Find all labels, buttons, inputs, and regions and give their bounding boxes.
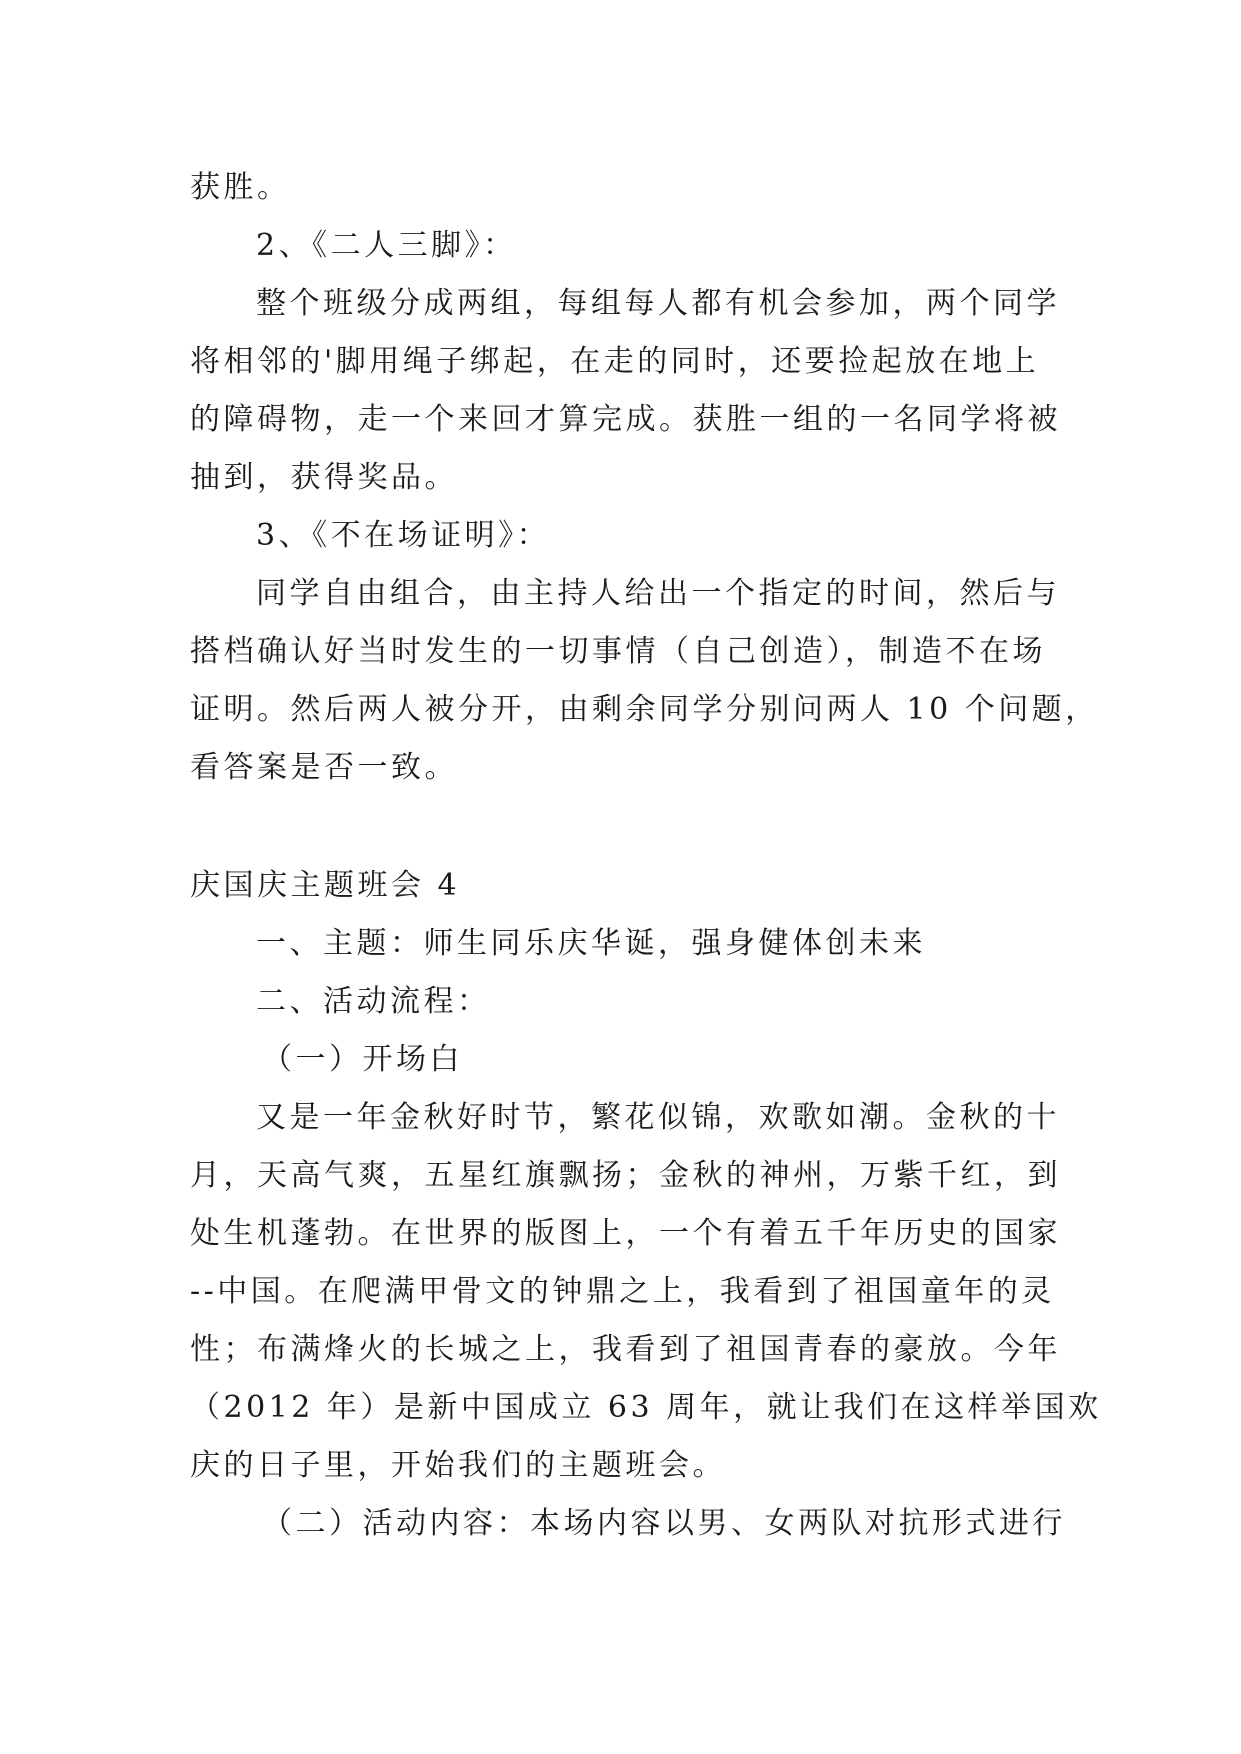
paragraph-line: 搭档确认好当时发生的一切事情（自己创造），制造不在场 (190, 634, 1046, 669)
paragraph-line: 将相邻的'脚用绳子绑起，在走的同时，还要捡起放在地上 (190, 344, 1040, 379)
paragraph-line: --中国。在爬满甲骨文的钟鼎之上，我看到了祖国童年的灵 (190, 1274, 1055, 1309)
paragraph-line: 二、活动流程： (256, 984, 491, 1019)
paragraph-line: 同学自由组合，由主持人给出一个指定的时间，然后与 (256, 576, 1060, 611)
item-heading: 2、《二人三脚》： (256, 228, 517, 263)
paragraph-line: 月，天高气爽，五星红旗飘扬；金秋的神州，万紫千红，到 (190, 1158, 1061, 1193)
paragraph-line: 庆的日子里，开始我们的主题班会。 (190, 1448, 726, 1483)
paragraph-line: 抽到，获得奖品。 (190, 460, 458, 495)
paragraph-line: 性；布满烽火的长城之上，我看到了祖国青春的豪放。今年 (190, 1332, 1061, 1367)
paragraph-line: 处生机蓬勃。在世界的版图上，一个有着五千年历史的国家 (190, 1216, 1061, 1251)
paragraph-line: 的障碍物，走一个来回才算完成。获胜一组的一名同学将被 (190, 402, 1061, 437)
subsection-heading: （一）开场白 (262, 1042, 463, 1077)
paragraph-line: 证明。然后两人被分开，由剩余同学分别问两人 10 个问题， (190, 692, 1099, 727)
paragraph-line: 一、主题：师生同乐庆华诞，强身健体创未来 (256, 926, 926, 961)
subsection-heading: （二）活动内容：本场内容以男、女两队对抗形式进行 (262, 1506, 1066, 1541)
paragraph-line: 获胜。 (190, 170, 291, 205)
paragraph-line: 看答案是否一致。 (190, 750, 458, 785)
section-title: 庆国庆主题班会 4 (190, 868, 461, 903)
paragraph-line: 整个班级分成两组，每组每人都有机会参加，两个同学 (256, 286, 1060, 321)
paragraph-line: 又是一年金秋好时节，繁花似锦，欢歌如潮。金秋的十 (256, 1100, 1060, 1135)
paragraph-line: （2012 年）是新中国成立 63 周年，就让我们在这样举国欢 (190, 1390, 1102, 1425)
item-heading: 3、《不在场证明》： (256, 518, 551, 553)
